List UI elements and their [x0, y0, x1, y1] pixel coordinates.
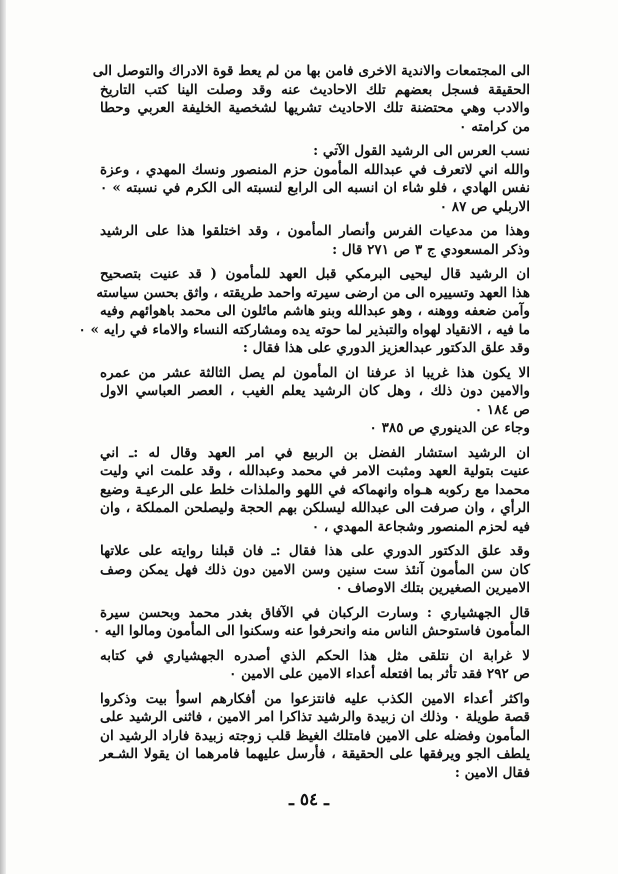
text-line: واكثر أعداء الامين الكذب عليه فانتزعوا من أفكارهم اسوأ بيت وذكروا [100, 690, 530, 707]
text-line: المأمون فاستوحش الناس منه وانحرفوا عنه وسكنوا الى المأمون ومالوا اليه ٠ [92, 623, 530, 639]
text-line: ان الرشيد استشار الفضل بن الربيع في امر العهد وقال له :ـ اني [100, 444, 530, 461]
body-text [78, 62, 530, 782]
text-line: الرأي ، وان صرفت الى عبدالله ليسلكن بهم الحجة وليصلحن المملكة ، وان [100, 500, 530, 516]
text-line: فيه لحزم المنصور وشجاعة المهدي ، ٠ [311, 518, 530, 535]
text-line: الا يكون هذا غريبا اذ عرفنا ان المأمون لم يصل الثالثة عشر من عمره [100, 364, 530, 381]
text-line: ص ٢٩٢ فقد تأثر بما افتعله أعداء الامين على الامين ٠ [229, 666, 530, 682]
text-line: والادب وهي محتضنة تلك الاحاديث تشريها لشخصية الخليفة العربي وحطا [100, 100, 530, 116]
text-line: فقال الامين : [454, 764, 530, 781]
text-line: كان سن المأمون آنئذ ست سنين وسن الامين دون ذلك فهل يمكن وصف [100, 561, 530, 578]
text-line: نسب العرس الى الرشيد القول الآتي : [313, 143, 530, 159]
text-line: الحقيقة فسجل بعضهم تلك الاحاديث عنه وقد وصلت الينا كتب التاريخ [100, 81, 530, 98]
text-line: لا غرابة ان نتلقى مثل هذا الحكم الذي أصدره الجهشياري في كتابه [100, 647, 530, 664]
text-line: الى المجتمعات والاندية الاخرى فامن بها من لم يعط قوة الادراك والتوصل الى [92, 63, 530, 79]
text-line: وذكر المسعودي ج ٣ ص ٢٧١ قال : [332, 241, 530, 258]
text-line: نفس الهادي ، فلو شاء ان انسبه الى الرابع لنسبته الى الكرم في نسبته » ٠ [100, 180, 530, 196]
text-line: والامين دون ذلك ، وهل كان الرشيد يعلم الغيب ، العصر العباسي الاول [100, 383, 530, 399]
page-number: ـ ٥٤ ـ [288, 790, 330, 810]
text-line: الاربلي ص ٨٧ ٠ [439, 198, 530, 215]
text-line: من كرامته ٠ [459, 118, 530, 135]
text-line: وجاء عن الدينوري ص ٣٨٥ ٠ [369, 420, 530, 436]
scan-edge-shadow [0, 0, 6, 874]
text-line: عنيت بتولية العهد ومثبت الامر في محمد وعبدالله ، وقد علمت اني وليت [100, 463, 530, 479]
text-line: هذا العهد وتسييره الى من ارضى سيرته واحمد طريقته ، واثق بحسن سياسته [96, 284, 530, 301]
text-line: ان الرشيد قال ليحيى البرمكي قبل العهد للمأمون ( قد عنيت بتصحيح [100, 266, 530, 282]
text-line: الاميرين الصغيرين بتلك الاوصاف ٠ [335, 580, 530, 596]
text-line: وهذا من مدعيات الفرس وأنصار المأمون ، وقد اختلقوا هذا على الرشيد [100, 223, 530, 239]
text-line: قصة طويلة ٠ وذلك ان زبيدة والرشيد تذاكرا امر الامين ، فاثنى الرشيد على [100, 709, 530, 725]
text-line: وقد علق الدكتور عبدالعزيز الدوري على هذا فقال : [242, 340, 530, 356]
text-line: وآمن ضعفه ووهنه ، وهو عبدالله وبنو هاشم مائلون الى محمد باهوائهم وفيه [100, 303, 530, 319]
text-line: والله اني لاتعرف في عبدالله المأمون حزم المنصور ونسك المهدي ، وعزة [100, 161, 530, 178]
text-line: ما فيه ، الانقياد لهواه والتبذير لما حوته يده ومشاركته النساء والاماء في رايه » ٠ [78, 321, 530, 338]
text-line: يلطف الجو ويرفقها على الحقيقة ، فأرسل عليهما فامرهما ان يقولا الشـعر [100, 746, 530, 762]
text-line: ص ١٨٤ ٠ [474, 401, 530, 418]
text-line: محمدا مع ركوبه هـواه وانهماكه في اللهو والملذات خلط على الرعيـة وضيع [100, 481, 530, 498]
text-line: قال الجهشياري : وسارت الركبان في الآفاق بغدر محمد وبحسن سيرة [100, 604, 530, 621]
text-line: المأمون وفضله على الامين فامتلك الغيظ قلب زوجته زبيدة فاراد الرشيد ان [100, 727, 530, 744]
text-line: وقد علق الدكتور الدوري على هذا فقال :ـ فان قبلنا روايته على علاتها [100, 543, 530, 559]
